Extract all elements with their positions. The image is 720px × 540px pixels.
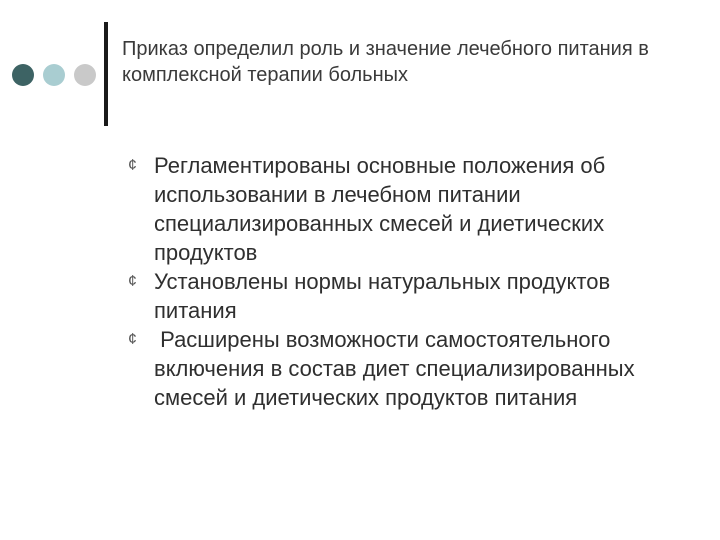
circle-bullet-icon: ¢ [128,331,137,348]
bullet-text: Расширены возможности самостоятельного включения в состав диет специализированных смесей и диетических продуктов питания [154,327,641,410]
bullet-item [128,151,688,267]
vertical-divider [104,22,108,126]
dot-dark-teal [12,64,34,86]
dot-gray [74,64,96,86]
bullet-text: Регламентированы основные положения об использовании в лечебном питании специализированных смесей и диетических продуктов [154,153,606,265]
decorative-dots [12,64,96,86]
bullet-item [128,267,688,325]
bullet-item [128,325,688,412]
circle-bullet-icon: ¢ [128,157,137,174]
dot-light-teal [43,64,65,86]
bullet-text: Установлены нормы натуральных продуктов питания [154,269,611,323]
circle-bullet-icon: ¢ [128,273,137,290]
bullet-list [128,151,688,412]
slide-title: Приказ определил роль и значение лечебного питания в комплексной терапии больных [122,38,649,86]
